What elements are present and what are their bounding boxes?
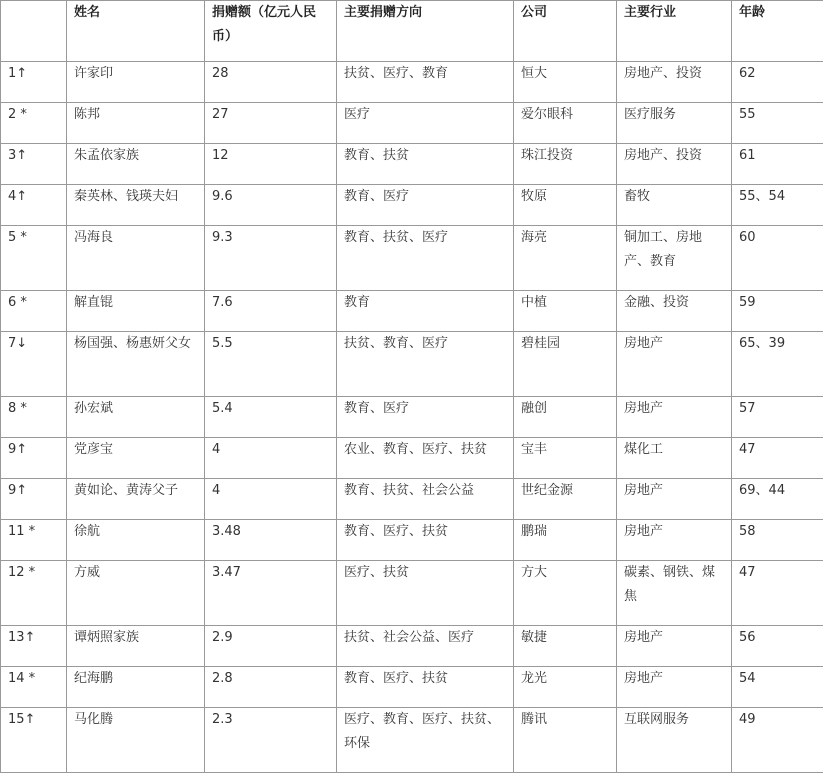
rank-cell: 2 * [1, 103, 67, 144]
age-cell: 61 [732, 144, 823, 185]
industry-cell: 互联网服务 [617, 708, 732, 773]
direction-cell: 教育、扶贫、医疗 [337, 226, 514, 291]
name-cell: 杨国强、杨惠妍父女 [67, 332, 205, 397]
industry-cell: 房地产 [617, 520, 732, 561]
amount-cell: 9.6 [205, 185, 337, 226]
header-amount: 捐赠额（亿元人民币） [205, 1, 337, 62]
amount-cell: 3.47 [205, 561, 337, 626]
amount-cell: 2.8 [205, 667, 337, 708]
company-cell: 海亮 [514, 226, 617, 291]
company-cell: 恒大 [514, 62, 617, 103]
age-cell: 62 [732, 62, 823, 103]
amount-cell: 28 [205, 62, 337, 103]
rank-cell: 1↑ [1, 62, 67, 103]
company-cell: 世纪金源 [514, 479, 617, 520]
company-cell: 敏捷 [514, 626, 617, 667]
age-cell: 69、44 [732, 479, 823, 520]
table-row [1, 667, 823, 708]
rank-cell: 8 * [1, 397, 67, 438]
industry-cell: 房地产 [617, 332, 732, 397]
table-row [1, 561, 823, 626]
rank-cell: 15↑ [1, 708, 67, 773]
company-cell: 融创 [514, 397, 617, 438]
direction-cell: 医疗、扶贫 [337, 561, 514, 626]
age-cell: 57 [732, 397, 823, 438]
company-cell: 腾讯 [514, 708, 617, 773]
company-cell: 鹏瑞 [514, 520, 617, 561]
table-row [1, 438, 823, 479]
industry-cell: 房地产、投资 [617, 62, 732, 103]
table-row [1, 332, 823, 397]
direction-cell: 扶贫、医疗、教育 [337, 62, 514, 103]
industry-cell: 房地产 [617, 397, 732, 438]
company-cell: 爱尔眼科 [514, 103, 617, 144]
amount-cell: 5.4 [205, 397, 337, 438]
rank-cell: 11 * [1, 520, 67, 561]
rank-cell: 12 * [1, 561, 67, 626]
name-cell: 冯海良 [67, 226, 205, 291]
industry-cell: 煤化工 [617, 438, 732, 479]
age-cell: 58 [732, 520, 823, 561]
rank-cell: 3↑ [1, 144, 67, 185]
rank-cell: 4↑ [1, 185, 67, 226]
table-row [1, 397, 823, 438]
age-cell: 59 [732, 291, 823, 332]
header-direction: 主要捐赠方向 [337, 1, 514, 62]
table-row [1, 62, 823, 103]
table-row [1, 520, 823, 561]
table-row [1, 291, 823, 332]
name-cell: 孙宏斌 [67, 397, 205, 438]
company-cell: 中植 [514, 291, 617, 332]
table-row [1, 226, 823, 291]
rank-cell: 6 * [1, 291, 67, 332]
direction-cell: 教育、扶贫、社会公益 [337, 479, 514, 520]
direction-cell: 医疗、教育、医疗、扶贫、环保 [337, 708, 514, 773]
company-cell: 牧原 [514, 185, 617, 226]
direction-cell: 教育 [337, 291, 514, 332]
amount-cell: 5.5 [205, 332, 337, 397]
industry-cell: 碳素、钢铁、煤焦 [617, 561, 732, 626]
amount-cell: 27 [205, 103, 337, 144]
table-row [1, 185, 823, 226]
name-cell: 纪海鹏 [67, 667, 205, 708]
company-cell: 碧桂园 [514, 332, 617, 397]
table-row [1, 144, 823, 185]
direction-cell: 教育、医疗、扶贫 [337, 667, 514, 708]
table-row [1, 479, 823, 520]
header-age: 年龄 [732, 1, 823, 62]
company-cell: 龙光 [514, 667, 617, 708]
name-cell: 党彦宝 [67, 438, 205, 479]
age-cell: 55、54 [732, 185, 823, 226]
header-name: 姓名 [67, 1, 205, 62]
amount-cell: 9.3 [205, 226, 337, 291]
amount-cell: 2.3 [205, 708, 337, 773]
rank-cell: 9↑ [1, 438, 67, 479]
name-cell: 秦英林、钱瑛夫妇 [67, 185, 205, 226]
rank-cell: 7↓ [1, 332, 67, 397]
direction-cell: 教育、医疗、扶贫 [337, 520, 514, 561]
amount-cell: 12 [205, 144, 337, 185]
age-cell: 55 [732, 103, 823, 144]
age-cell: 65、39 [732, 332, 823, 397]
industry-cell: 金融、投资 [617, 291, 732, 332]
table-row [1, 708, 823, 773]
name-cell: 朱孟依家族 [67, 144, 205, 185]
direction-cell: 医疗 [337, 103, 514, 144]
industry-cell: 铜加工、房地产、教育 [617, 226, 732, 291]
industry-cell: 房地产 [617, 479, 732, 520]
header-company: 公司 [514, 1, 617, 62]
company-cell: 珠江投资 [514, 144, 617, 185]
name-cell: 许家印 [67, 62, 205, 103]
industry-cell: 房地产 [617, 667, 732, 708]
name-cell: 马化腾 [67, 708, 205, 773]
amount-cell: 4 [205, 438, 337, 479]
age-cell: 47 [732, 438, 823, 479]
direction-cell: 教育、医疗 [337, 185, 514, 226]
header-industry: 主要行业 [617, 1, 732, 62]
age-cell: 60 [732, 226, 823, 291]
name-cell: 黄如论、黄涛父子 [67, 479, 205, 520]
direction-cell: 教育、医疗 [337, 397, 514, 438]
table-row [1, 103, 823, 144]
industry-cell: 畜牧 [617, 185, 732, 226]
name-cell: 徐航 [67, 520, 205, 561]
table-row [1, 626, 823, 667]
direction-cell: 农业、教育、医疗、扶贫 [337, 438, 514, 479]
name-cell: 陈邦 [67, 103, 205, 144]
header-rank [1, 1, 67, 62]
name-cell: 谭炳照家族 [67, 626, 205, 667]
age-cell: 47 [732, 561, 823, 626]
amount-cell: 3.48 [205, 520, 337, 561]
amount-cell: 2.9 [205, 626, 337, 667]
age-cell: 56 [732, 626, 823, 667]
direction-cell: 扶贫、社会公益、医疗 [337, 626, 514, 667]
rank-cell: 13↑ [1, 626, 67, 667]
header-row [1, 1, 823, 62]
amount-cell: 7.6 [205, 291, 337, 332]
rank-cell: 9↑ [1, 479, 67, 520]
industry-cell: 房地产 [617, 626, 732, 667]
age-cell: 54 [732, 667, 823, 708]
name-cell: 解直锟 [67, 291, 205, 332]
company-cell: 方大 [514, 561, 617, 626]
amount-cell: 4 [205, 479, 337, 520]
name-cell: 方威 [67, 561, 205, 626]
direction-cell: 扶贫、教育、医疗 [337, 332, 514, 397]
rank-cell: 5 * [1, 226, 67, 291]
industry-cell: 医疗服务 [617, 103, 732, 144]
rank-cell: 14 * [1, 667, 67, 708]
industry-cell: 房地产、投资 [617, 144, 732, 185]
direction-cell: 教育、扶贫 [337, 144, 514, 185]
age-cell: 49 [732, 708, 823, 773]
company-cell: 宝丰 [514, 438, 617, 479]
